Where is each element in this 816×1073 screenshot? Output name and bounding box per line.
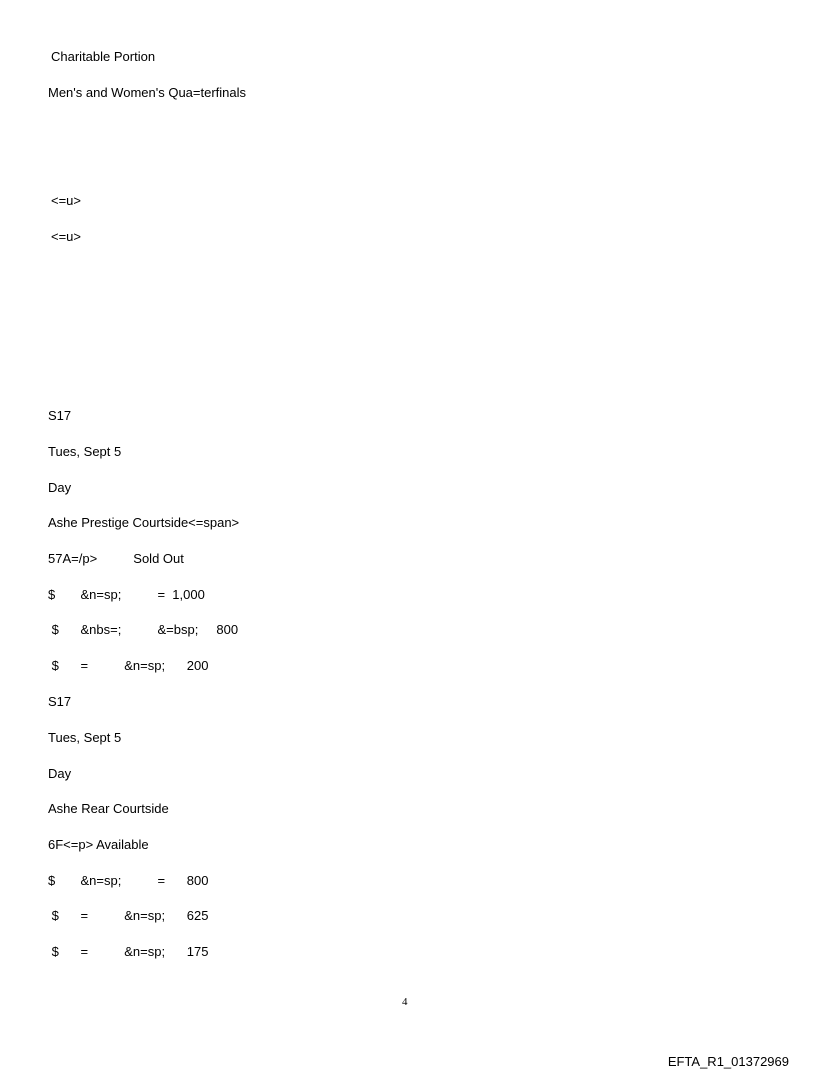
markup-artifact: <=u> — [51, 229, 82, 244]
listing-section: S17 — [48, 694, 72, 709]
listing-price: $ &n=sp; = 1,000 — [48, 587, 205, 602]
document-id: EFTA_R1_01372969 — [667, 1054, 789, 1069]
listing-row-status: 57A=/p> Sold Out — [48, 551, 184, 566]
listing-price: $ = &n=sp; 200 — [48, 658, 209, 673]
listing-session: Day — [48, 766, 72, 781]
listing-date: Tues, Sept 5 — [48, 444, 122, 459]
page-number: 4 — [402, 996, 408, 1008]
event-title: Men's and Women's Qua=terfinals — [48, 85, 247, 100]
listing-session: Day — [48, 480, 72, 495]
listing-seating: Ashe Rear Courtside — [48, 801, 169, 816]
listing-row-status: 6F<=p> Available — [48, 837, 149, 852]
listing-date: Tues, Sept 5 — [48, 730, 122, 745]
listing-section: S17 — [48, 408, 72, 423]
listing-seating: Ashe Prestige Courtside<=span> — [48, 515, 240, 530]
listing-price: $ &n=sp; = 800 — [48, 873, 209, 888]
listing-price: $ &nbs=; &=bsp; 800 — [48, 622, 239, 637]
listing-price: $ = &n=sp; 625 — [48, 908, 209, 923]
listing-price: $ = &n=sp; 175 — [48, 944, 209, 959]
markup-artifact: <=u> — [51, 193, 82, 208]
charitable-portion-heading: Charitable Portion — [51, 49, 156, 64]
